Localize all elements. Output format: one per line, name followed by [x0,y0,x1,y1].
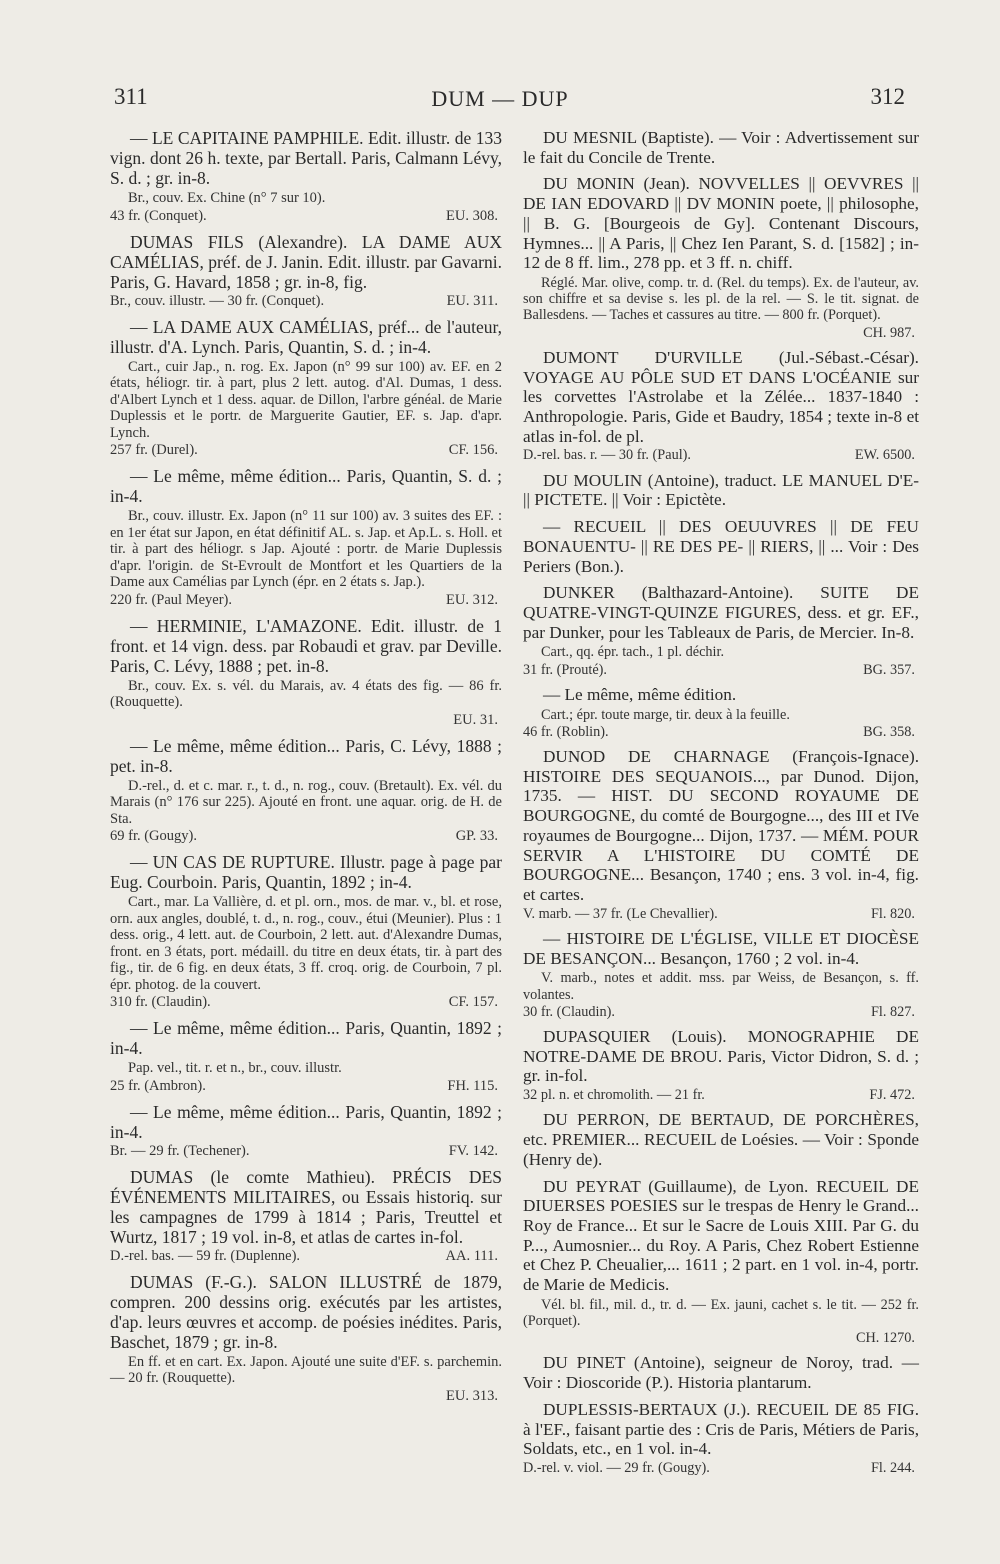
entry-note: V. marb., notes et addit. mss. par Weiss, de Besançon, s. ff. volantes. [523,970,919,1003]
entry-price-row [110,828,502,845]
catalogue-entry [523,747,919,922]
entry-price-row [110,293,502,310]
entry-price: V. marb. — 37 fr. (Le Chevallier). [523,905,718,922]
entry-note: Br., couv. Ex. s. vél. du Marais, av. 4 états des fig. — 86 fr. (Rouquette). [110,677,502,710]
entry-text: DUPASQUIER (Louis). MONOGRAPHIE DE NOTRE-DAME DE BROU. Paris, Victor Didron, S. d. ; gr. in-fol. [523,1027,919,1086]
entry-text: — LA DAME AUX CAMÉLIAS, préf... de l'auteur, illustr. d'A. Lynch. Paris, Quantin, S. d. ; in-4. [110,316,502,357]
entry-note: Pap. vel., tit. r. et n., br., couv. illustr. [128,1060,342,1076]
entry-price-row [110,1143,502,1160]
entry-reference: Fl. 827. [871,1003,915,1020]
catalogue-entry [523,583,919,678]
catalogue-entry [523,1110,919,1169]
entry-price-row [523,447,919,463]
entry-text: DUMAS (le comte Mathieu). PRÉCIS DES ÉVÉNEMENTS MILITAIRES, ou Essais historiq. sur les campagnes de 1799 à 1814 ; Paris, Treuttel et Wurtz, 1817 ; 19 vol. in-8, et atlas de cartes in-fol. [110,1166,502,1247]
entry-note: Br., couv. Ex. Chine (n° 7 sur 10). [128,190,326,206]
page-header [0,84,1000,124]
entry-text: — UN CAS DE RUPTURE. Illustr. page à page par Eug. Courboin. Paris, Quantin, 1892 ; in-4. [110,852,502,892]
entry-reference: EU. 313. [446,1387,498,1404]
entry-price: 220 fr. (Paul Meyer). [110,591,233,608]
entry-text: DU MESNIL (Baptiste). — Voir : Advertissement sur le fait du Concile de Trente. [523,128,919,167]
entry-price: 31 fr. (Prouté). [523,661,607,678]
catalogue-entry [110,1167,502,1265]
entry-reference: EU. 312. [446,591,498,608]
entry-reference: BG. 357. [863,661,915,678]
catalogue-entry [523,929,919,1020]
catalogue-entry [523,685,919,740]
entry-reference: CF. 157. [448,994,498,1010]
left-column [110,128,502,1412]
entry-reference: EU. 31. [453,711,498,728]
entry-note: Cart.; épr. toute marge, tir. deux à la feuille. [541,706,790,723]
catalogue-entry [523,128,919,167]
catalogue-entry [110,736,502,846]
entry-reference: EW. 6500. [854,447,915,464]
catalogue-entry [110,616,502,729]
entry-price: Br., couv. illustr. — 30 fr. (Conquet). [110,292,325,309]
entry-text: — LE CAPITAINE PAMPHILE. Edit. illustr. de 133 vign. dont 26 h. texte, par Bertall. Paris, Calmann Lévy, S. d. ; gr. in-8. [110,128,502,188]
entry-reference: BG. 358. [863,723,915,740]
entry-price: 46 fr. (Roblin). [523,723,609,740]
entry-text: DUMAS FILS (Alexandre). LA DAME AUX CAMÉLIAS, préf. de J. Janin. Edit. illustr. par Gavarni. Paris, G. Havard, 1858 ; gr. in-8, fig. [110,231,502,292]
entry-price: D.-rel. bas. r. — 30 fr. (Paul). [523,447,691,464]
catalogue-entry [110,852,502,1011]
entry-text: DU MONIN (Jean). NOVVELLES || OEVVRES || DE IAN EDOVARD || DV MONIN poete, || philosophe, || B. G. [Bourgeois de Gy]. Contenant Discours, Hymnes... || A Paris, || Chez Ien Parant, S. d. [1582] ; in-12 de 8 ff. lim., 278 pp. et 3 ff. n. chiff. [523,174,919,273]
entry-note: Réglé. Mar. olive, comp. tr. d. (Rel. du temps). Ex. de l'auteur, av. son chiffre et sa devise s. les pl. de la rel. — S. le tit. signat. de Ballesdens. — Taches et cassures au titre. — 800 fr. (Porquet). [523,274,919,324]
entry-price-row [110,994,502,1011]
entry-price: 257 fr. (Durel). [110,442,198,458]
entry-text: — RECUEIL || DES OEUUVRES || DE FEU BONAUENTU- || RE DES PE- || RIERS, || ... Voir : Des Periers (Bon.). [523,517,919,576]
entry-text: — Le même, même édition... Paris, Quantin, 1892 ; in-4. [110,1101,502,1142]
catalogue-entry [523,348,919,464]
entry-price: 69 fr. (Gougy). [110,828,197,844]
entry-note: Cart., cuir Jap., n. rog. Ex. Japon (n° 99 sur 100) av. EF. en 2 états, héliogr. tir. à part, plus 2 lett. autog. d'Al. Dumas, 1 dess. d'Albert Lynch et 1 dess. aquar. de Dillon, l'arbre généal. de Marie Duplessis et le portr. de Marguerite Gautier, EF. s. Jap. d'apr. Lynch. [110,358,502,441]
entry-price-row [523,724,919,740]
catalogue-entry [523,1177,919,1347]
catalogue-entry [110,1102,502,1160]
entry-text: DUMONT D'URVILLE (Jul.-Sébast.-César). VOYAGE AU PÔLE SUD ET DANS L'OCÉANIE sur les corvettes l'Astrolabe et la Zélée... 1837-1840 : Anthropologie. Paris, Gide et Baudry, 1854 ; texte in-8 et atlas in-fol. de pl. [523,347,919,446]
catalogue-entry [110,232,502,310]
entry-price-row [110,1248,502,1265]
entry-text: DU PINET (Antoine), seigneur de Noroy, trad. — Voir : Dioscoride (P.). Historia plantarum. [523,1353,919,1393]
entry-text: — Le même, même édition... Paris, C. Lévy, 1888 ; pet. in-8. [110,735,502,776]
catalogue-entry [523,1027,919,1103]
entry-reference: Fl. 244. [871,1460,915,1476]
entry-price: 30 fr. (Claudin). [523,1003,615,1020]
right-column [523,128,919,1483]
entry-price-row [523,1460,919,1476]
catalogue-entry [110,1018,502,1095]
catalogue-entry [523,1353,919,1392]
entry-text: — Le même, même édition... Paris, Quantin, S. d. ; in-4. [110,466,502,506]
entry-text: DU PEYRAT (Guillaume), de Lyon. RECUEIL DE DIUERSES POESIES sur le trespas de Henry le Grand... Roy de France... Et sur le Sacre de Louis XIII. Par G. du P..., Aumosnier... du Roy. A Paris, Chez Robert Estienne et Chez P. Cheualier,... 1611 ; 2 part. en 1 vol. in-4, portr. de Marie de Medicis. [523,1176,919,1295]
catalogue-entry [523,517,919,576]
entry-note: Br., couv. illustr. Ex. Japon (n° 11 sur 100) av. 3 suites des EF. : en 1er état sur Japon, en état définitif AL. s. Jap. et Ap.L. s. Holl. et tir. à part des héliogr. s Jap. Ajouté : portr. de Marie Duplessis d'apr. l'origin. de St-Evroult de Montfort et les Quartiers de la Dame aux Camélias par Lynch (épr. en 2 états s. Jap.). [110,508,502,590]
entry-text: — Le même, même édition. [543,684,737,704]
entry-text: DUNOD DE CHARNAGE (François-Ignace). HISTOIRE DES SEQUANOIS..., par Dunod. Dijon, 1735. — HIST. DU SECOND ROYAUME DE BOURGOGNE, du comté de Bourgogne..., des III et IVe royaumes de Bourgogne... Dijon, 1737. — MÉM. POUR SERVIR A L'HISTOIRE DU COMTÉ DE BOURGOGNE... Besançon, 1740 ; ens. 3 vol. in-4, fig. et cartes. [523,747,919,904]
entry-price-row [110,712,502,729]
entry-price-row [523,662,919,678]
entry-reference: GP. 33. [455,828,498,844]
entry-reference: Fl. 820. [871,905,915,922]
catalogue-entry [523,471,919,510]
entry-note: D.-rel., d. et c. mar. r., t. d., n. rog., couv. (Bretault). Ex. vél. du Marais (n° 176 sur 225). Ajouté en front. une aquar. orig. de H. de Sta. [110,777,502,827]
entry-text: — HERMINIE, L'AMAZONE. Edit. illustr. de 1 front. et 14 vign. dess. par Robaudi et grav. par Deville. Paris, C. Lévy, 1888 ; pet. in-8. [110,615,502,676]
entry-text: DUMAS (F.-G.). SALON ILLUSTRÉ de 1879, compren. 200 dessins orig. exécutés par les artistes, d'ap. leurs œuvres et accomp. de poésies inédites. Paris, Baschet, 1879 ; gr. in-8. [110,1271,502,1352]
entry-price: 25 fr. (Ambron). [110,1077,206,1094]
entry-price-row [110,1078,502,1095]
entry-reference: EU. 308. [446,207,498,224]
entry-note: Cart., qq. épr. tach., 1 pl. déchir. [541,644,725,661]
catalogue-entry [110,1272,502,1405]
entry-reference: CH. 1270. [855,1330,915,1347]
entry-price-row [523,906,919,922]
entry-price: Br. — 29 fr. (Techener). [110,1142,250,1159]
entry-price-row [110,1388,502,1405]
entry-note: Vél. bl. fil., mil. d., tr. d. — Ex. jauni, cachet s. le tit. — 252 fr. (Porquet). [523,1296,919,1329]
entry-reference: FH. 115. [447,1077,498,1094]
entry-text: — Le même, même édition... Paris, Quantin, 1892 ; in-4. [110,1018,502,1058]
entry-price-row [110,592,502,609]
entry-note: Cart., mar. La Vallière, d. et pl. orn., mos. de mar. v., bl. et rose, orn. aux angles, doublé, t. d., n. rog., couv., étui (Meunier). Plus : 1 dess. orig., 4 lett. aut. de Courboin, 2 lett. aut. d'Alexandre Dumas, front. en 3 états, port. médaill. du titre en deux états, tir. à part des fig., tir. de 6 fig. en deux états, 3 ff. croq. orig. de Courboin, 7 pl. épr. photog. de la couvert. [110,894,502,993]
page-number-right: 312 [870,84,905,109]
catalogue-entry [110,128,502,225]
entry-reference: AA. 111. [445,1247,498,1264]
running-title: DUM — DUP [431,86,569,111]
entry-reference: EU. 311. [446,292,498,309]
entry-reference: CF. 156. [448,442,498,458]
entry-price-row [110,208,502,225]
entry-text: DUNKER (Balthazard-Antoine). SUITE DE QUATRE-VINGT-QUINZE FIGURES, dess. et gr. EF., par Dunker, pour les Tableaux de Paris, de Mercier. In-8. [523,583,919,642]
entry-price: D.-rel. v. viol. — 29 fr. (Gougy). [523,1460,710,1476]
entry-price-row [110,442,502,459]
entry-text: DU PERRON, DE BERTAUD, DE PORCHÈRES, etc. PREMIER... RECUEIL de Loésies. — Voir : Sponde (Henry de). [523,1110,919,1169]
entry-reference: CH. 987. [863,324,915,341]
entry-price: 43 fr. (Conquet). [110,207,207,224]
entry-price-row [523,1330,919,1346]
entry-price: 310 fr. (Claudin). [110,994,211,1010]
entry-text: — HISTOIRE DE L'ÉGLISE, VILLE ET DIOCÈSE DE BESANÇON... Besançon, 1760 ; 2 vol. in-4. [523,928,919,968]
entry-price-row [523,1087,919,1103]
catalogue-entry [523,174,919,341]
entry-reference: FJ. 472. [869,1087,915,1104]
entry-text: DU MOULIN (Antoine), traduct. LE MANUEL D'E- || PICTETE. || Voir : Epictète. [523,470,919,510]
entry-text: DUPLESSIS-BERTAUX (J.). RECUEIL DE 85 FIG. à l'EF., faisant partie des : Cris de Paris, Métiers de Paris, Soldats, etc., en 1 vol. in-4. [523,1399,919,1459]
entry-price-row [523,325,919,341]
entry-price: D.-rel. bas. — 59 fr. (Duplenne). [110,1247,301,1264]
catalogue-entry [110,317,502,460]
entry-price-row [523,1004,919,1020]
page-number-left: 311 [114,84,148,109]
catalogue-entry [523,1400,919,1476]
entry-note: En ff. et en cart. Ex. Japon. Ajouté une suite d'EF. s. parchemin. — 20 fr. (Rouquette). [110,1353,502,1386]
entry-price: 32 pl. n. et chromolith. — 21 fr. [523,1087,705,1104]
catalogue-entry [110,466,502,609]
entry-reference: FV. 142. [448,1142,498,1159]
